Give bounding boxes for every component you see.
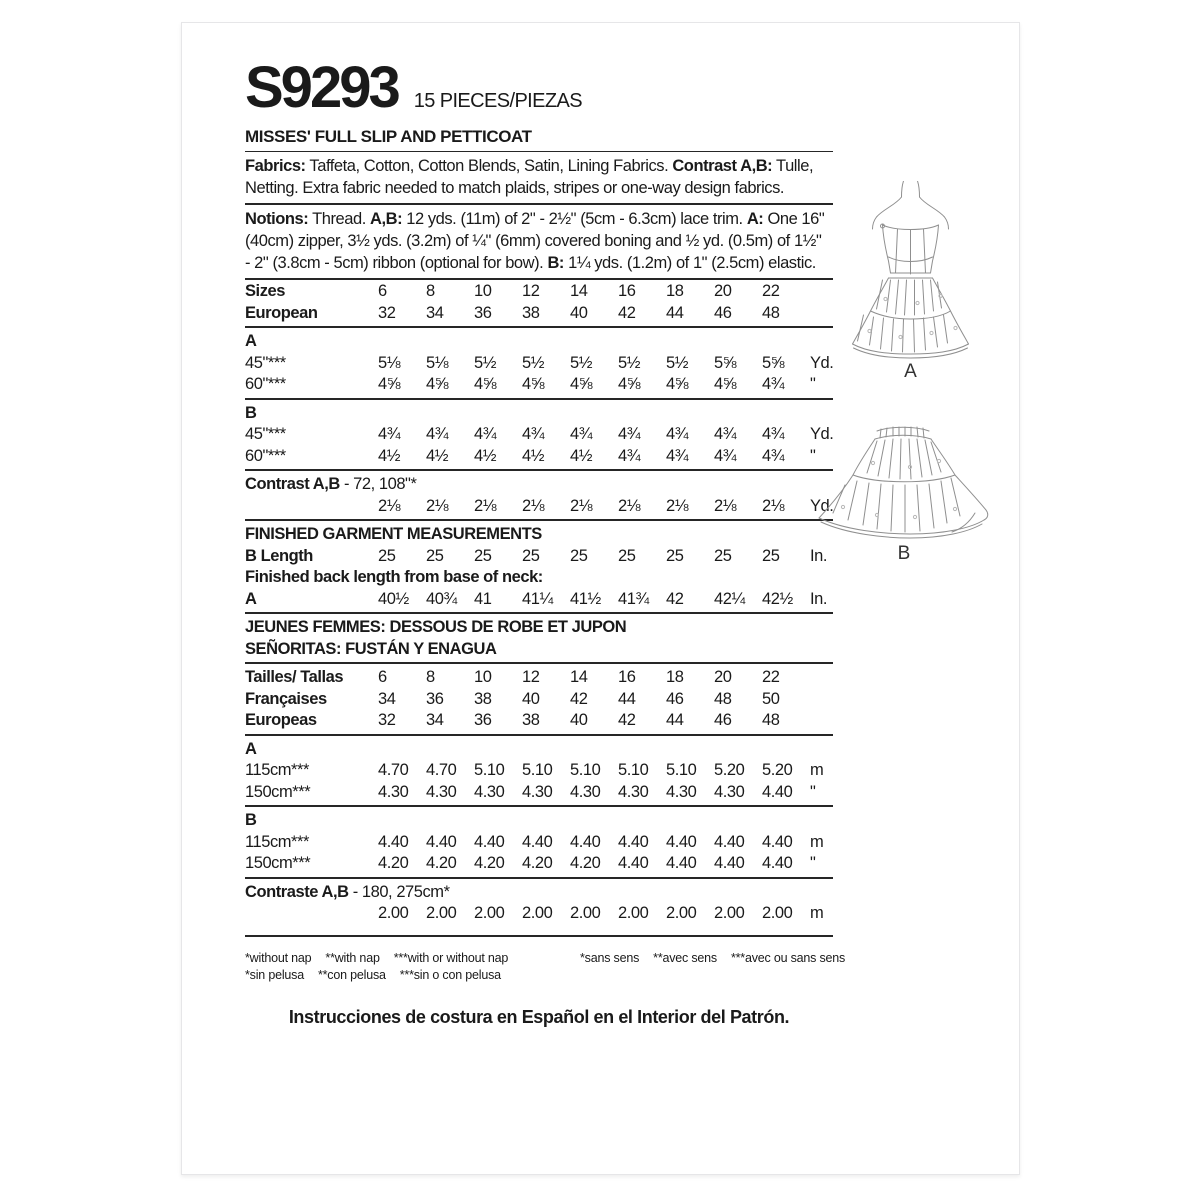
table-cell: 36 [474, 303, 492, 322]
footnote-item: ***avec ou sans sens [730, 950, 846, 965]
table-cell: 42 [570, 689, 588, 708]
table-row [245, 832, 833, 854]
table-cell: 50 [762, 689, 780, 708]
table-row [245, 760, 833, 782]
table-cell: 25 [570, 546, 588, 565]
row-unit: Yd. [810, 425, 834, 443]
table-heading: Finished back length from base of neck: [245, 568, 543, 586]
table-cell: 44 [666, 303, 684, 322]
table-section-label [245, 474, 833, 496]
table-cell: 25 [714, 546, 732, 565]
table-cell: 42 [618, 303, 636, 322]
table-cell: 5½ [618, 353, 641, 372]
table-cell: 20 [714, 282, 732, 300]
table-cell: 4.40 [666, 854, 697, 872]
table-row [245, 353, 833, 375]
table-cell: 36 [426, 689, 444, 708]
table-rule [245, 398, 833, 400]
table-cell: 41 [474, 589, 492, 608]
table-section-label [245, 882, 833, 904]
table-cell: 4½ [522, 446, 545, 465]
table-cell: 4.40 [714, 854, 745, 872]
footnotes [245, 950, 846, 985]
table-cell: 4¾ [618, 425, 641, 443]
table-cell: 5.20 [762, 761, 793, 779]
table-cell: 8 [426, 282, 435, 300]
text-segment: Thread. [308, 210, 370, 228]
table-cell: 42¼ [714, 589, 745, 608]
table-cell: 5.10 [474, 761, 505, 779]
table-cell: 38 [474, 689, 492, 708]
table-cell: 4¾ [714, 425, 737, 443]
table-cell: 2.00 [426, 904, 457, 922]
footnote-line-french [580, 951, 859, 965]
table-cell: 2.00 [522, 904, 553, 922]
pattern-envelope-back [181, 22, 1020, 1175]
table-cell: 10 [474, 668, 492, 686]
spanish-instructions-note: Instrucciones de costura en Español en el Interior del Patrón. [288, 1006, 790, 1027]
table-cell: 36 [474, 711, 492, 729]
table-cell: 4¾ [762, 375, 785, 393]
table-cell: 16 [618, 668, 636, 686]
view-a-figure [838, 181, 983, 383]
row-label: 45"*** [245, 353, 286, 372]
text-segment: Fabrics: [245, 157, 306, 175]
table-cell: 2.00 [378, 904, 409, 922]
view-b-illustration [814, 423, 994, 541]
row-unit: " [810, 446, 816, 465]
table-cell: 2.00 [762, 904, 793, 922]
table-heading: FINISHED GARMENT MEASUREMENTS [245, 525, 542, 543]
footnote-item: ***with or without nap [393, 950, 509, 965]
table-row [245, 589, 833, 611]
table-cell: 4¾ [714, 446, 737, 465]
table-cell: 2⅛ [522, 496, 545, 515]
table-rule [245, 612, 833, 614]
table-cell: 4.40 [762, 782, 793, 801]
table-rule [245, 519, 833, 521]
section-label-bold: Contraste A,B [245, 882, 349, 901]
text-segment: (40cm) zipper, 3½ yds. (3.2m) of ¼" (6mm) covered boning and ½ yd. (0.5m) of 1½" [245, 232, 822, 250]
table-cell: 4.40 [426, 832, 457, 851]
table-cell: 2⅛ [762, 496, 785, 515]
table-cell: 5⅝ [714, 353, 737, 372]
footnote-item: **avec sens [653, 950, 717, 965]
table-cell: 12 [522, 282, 540, 300]
text-segment: One 16" [763, 210, 825, 228]
table-cell: 4.30 [618, 782, 649, 801]
row-label: 115cm*** [245, 761, 309, 779]
table-cell: 5⅛ [426, 353, 449, 372]
garment-title: MISSES' FULL SLIP AND PETTICOAT [245, 127, 833, 152]
footnote-item: *sin pelusa [245, 967, 304, 982]
row-unit: m [810, 832, 824, 851]
table-cell: 42 [666, 589, 684, 608]
table-cell: 2⅛ [378, 496, 401, 515]
table-cell: 46 [714, 711, 732, 729]
table-cell: 40 [570, 303, 588, 322]
table-rule [245, 662, 833, 664]
table-cell: 4⅝ [378, 375, 401, 393]
footnote-item: **con pelusa [317, 967, 386, 982]
table-cell: 4.40 [474, 832, 505, 851]
row-unit: m [810, 761, 824, 779]
row-unit: Yd. [810, 353, 834, 372]
footnotes-fr [580, 951, 859, 985]
paragraph-line [245, 177, 833, 199]
row-label: Europeas [245, 711, 317, 729]
table-cell: 4¾ [426, 425, 449, 443]
table-cell: 25 [474, 546, 492, 565]
paragraph-line [245, 252, 833, 274]
table-heading: JEUNES FEMMES: DESSOUS DE ROBE ET JUPON [245, 618, 627, 636]
table-cell: 25 [618, 546, 636, 565]
table-cell: 18 [666, 282, 684, 300]
text-segment: Netting. Extra fabric needed to match plaids, stripes or one-way design fabrics. [245, 179, 785, 197]
table-cell: 5½ [666, 353, 689, 372]
table-cell: 4⅝ [714, 375, 737, 393]
table-cell: 25 [762, 546, 780, 565]
table-cell: 4.30 [474, 782, 505, 801]
table-cell: 25 [378, 546, 396, 565]
table-heading: B [245, 403, 257, 422]
text-segment: A: [746, 210, 764, 228]
pattern-number: S9293 [245, 55, 398, 120]
table-cell: 2⅛ [618, 496, 641, 515]
text-segment: 12 yds. (11m) of 2" - 2½" (5cm - 6.3cm) lace trim. [402, 210, 747, 228]
table-cell: 4¾ [378, 425, 401, 443]
table-cell: 22 [762, 668, 780, 686]
yardage-table [245, 281, 833, 937]
footnotes-en-es [245, 951, 580, 985]
section-label-bold: Contrast A,B [245, 475, 340, 493]
table-cell: 40¾ [426, 589, 457, 608]
table-cell: 4⅝ [570, 375, 593, 393]
view-b-label: B [897, 543, 911, 564]
table-cell: 2⅛ [570, 496, 593, 515]
table-cell: 4.20 [522, 854, 553, 872]
row-label: A [245, 589, 257, 608]
table-cell: 5.20 [714, 761, 745, 779]
table-cell: 18 [666, 668, 684, 686]
footnote-line-spanish [245, 968, 580, 982]
pieces-count-label: 15 PIECES/PIEZAS [413, 90, 582, 112]
table-cell: 2.00 [666, 904, 697, 922]
table-cell: 44 [666, 711, 684, 729]
table-heading: A [245, 332, 257, 350]
section-label-rest: - 72, 108"* [339, 475, 417, 493]
footnote-item: *sans sens [580, 950, 640, 965]
row-label: 115cm*** [245, 832, 309, 851]
table-cell: 4.30 [522, 782, 553, 801]
table-cell: 2.00 [714, 904, 745, 922]
text-segment: 1¼ yds. (1.2m) of 1" (2.5cm) elastic. [563, 254, 816, 272]
paragraph-line [245, 230, 833, 252]
table-cell: 48 [762, 303, 780, 322]
table-cell: 40 [570, 711, 588, 729]
table-cell: 41¾ [618, 589, 649, 608]
table-row [245, 374, 833, 396]
table-cell: 4.30 [378, 782, 409, 801]
row-label: 150cm*** [245, 782, 311, 801]
table-rule [245, 734, 833, 736]
table-cell: 2⅛ [714, 496, 737, 515]
row-unit: m [810, 904, 824, 922]
table-cell: 25 [666, 546, 684, 565]
table-cell: 10 [474, 282, 492, 300]
footnote-item: ***sin o con pelusa [399, 967, 501, 982]
table-cell: 5.10 [570, 761, 601, 779]
table-cell: 12 [522, 668, 540, 686]
table-cell: 8 [426, 668, 435, 686]
table-cell: 2.00 [570, 904, 601, 922]
row-label: Sizes [245, 282, 285, 300]
text-segment: B: [547, 254, 564, 272]
row-label: Françaises [245, 689, 327, 708]
table-cell: 34 [378, 689, 396, 708]
table-cell: 14 [570, 282, 588, 300]
table-cell: 5½ [522, 353, 545, 372]
row-label: 60"*** [245, 446, 286, 465]
table-cell: 44 [618, 689, 636, 708]
table-cell: 38 [522, 711, 540, 729]
table-cell: 5.10 [522, 761, 553, 779]
table-cell: 46 [714, 303, 732, 322]
table-rule [245, 935, 833, 937]
table-cell: 2.00 [618, 904, 649, 922]
footnote-item: **with nap [325, 950, 380, 965]
table-cell: 2⅛ [666, 496, 689, 515]
table-cell: 6 [378, 668, 387, 686]
table-cell: 4¾ [522, 425, 545, 443]
table-heading: A [245, 739, 257, 758]
table-cell: 4¾ [666, 425, 689, 443]
table-rule [245, 469, 833, 471]
table-cell: 46 [666, 689, 684, 708]
table-cell: 4.40 [762, 832, 793, 851]
paragraph-line [245, 208, 833, 230]
table-cell: 4¾ [762, 425, 785, 443]
table-cell: 4.30 [666, 782, 697, 801]
table-heading: B [245, 811, 257, 829]
row-label: European [245, 303, 318, 322]
table-row [245, 546, 833, 568]
table-row [245, 303, 833, 325]
table-cell: 2.00 [474, 904, 505, 922]
table-cell: 40 [522, 689, 540, 708]
view-b-figure [814, 423, 994, 565]
paragraph-line [245, 155, 833, 177]
table-rule [245, 877, 833, 879]
table-cell: 32 [378, 711, 396, 729]
table-cell: 4⅝ [426, 375, 449, 393]
row-unit: Yd. [810, 496, 834, 515]
table-cell: 2⅛ [474, 496, 497, 515]
table-cell: 4.70 [426, 761, 457, 779]
table-cell: 5.10 [618, 761, 649, 779]
header [245, 55, 833, 120]
table-cell: 4.20 [378, 854, 409, 872]
table-cell: 5⅛ [378, 353, 401, 372]
row-unit: " [810, 375, 816, 393]
row-unit: " [810, 782, 816, 801]
table-cell: 34 [426, 711, 444, 729]
table-cell: 4⅝ [474, 375, 497, 393]
table-cell: 5⅝ [762, 353, 785, 372]
text-segment: A,B: [370, 210, 403, 228]
table-row [245, 903, 833, 925]
row-label: Tailles/ Tallas [245, 668, 344, 686]
table-cell: 4¾ [618, 446, 641, 465]
row-unit: " [810, 854, 816, 872]
table-cell: 5.10 [666, 761, 697, 779]
table-cell: 4¾ [474, 425, 497, 443]
notions-paragraph [245, 205, 833, 280]
row-label: 150cm*** [245, 854, 311, 872]
table-cell: 4.20 [474, 854, 505, 872]
table-cell: 5½ [474, 353, 497, 372]
table-cell: 4.30 [570, 782, 601, 801]
fabrics-paragraph [245, 152, 833, 205]
table-cell: 4.70 [378, 761, 409, 779]
view-a-label: A [904, 361, 917, 382]
table-cell: 4.20 [426, 854, 457, 872]
table-row [245, 496, 833, 518]
row-label: 60"*** [245, 375, 286, 393]
table-cell: 38 [522, 303, 540, 322]
view-a-illustration [843, 181, 978, 359]
table-cell: 4½ [378, 446, 401, 465]
table-cell: 25 [522, 546, 540, 565]
table-cell: 48 [714, 689, 732, 708]
table-cell: 4.40 [570, 832, 601, 851]
text-segment: - 2" (3.8cm - 5cm) ribbon (optional for bow). [245, 254, 548, 272]
table-cell: 4⅝ [666, 375, 689, 393]
table-cell: 4.40 [762, 854, 793, 872]
table-cell: 4.40 [522, 832, 553, 851]
table-cell: 32 [378, 303, 396, 322]
table-cell: 41¼ [522, 589, 553, 608]
table-cell: 42 [618, 711, 636, 729]
row-unit: In. [810, 546, 827, 565]
table-rule [245, 326, 833, 328]
table-row [245, 446, 833, 468]
table-cell: 4¾ [666, 446, 689, 465]
table-cell: 4¾ [762, 446, 785, 465]
row-label: B Length [245, 546, 313, 565]
table-row [245, 782, 833, 804]
row-label: 45"*** [245, 425, 286, 443]
table-cell: 34 [426, 303, 444, 322]
section-label-rest: - 180, 275cm* [348, 882, 450, 901]
table-cell: 4⅝ [618, 375, 641, 393]
table-row [245, 424, 833, 446]
table-cell: 5½ [570, 353, 593, 372]
envelope-content [245, 55, 846, 1028]
table-row [245, 667, 833, 689]
table-cell: 4.40 [378, 832, 409, 851]
table-cell: 20 [714, 668, 732, 686]
table-row [245, 710, 833, 732]
row-unit: In. [810, 589, 827, 608]
table-cell: 41½ [570, 589, 601, 608]
table-cell: 42½ [762, 589, 793, 608]
table-cell: 4½ [426, 446, 449, 465]
text-segment: Contrast A,B: [672, 157, 773, 175]
table-cell: 22 [762, 282, 780, 300]
table-cell: 4.40 [618, 854, 649, 872]
table-row [245, 853, 833, 875]
table-cell: 4.30 [714, 782, 745, 801]
table-heading: SEÑORITAS: FUSTÁN Y ENAGUA [245, 639, 497, 658]
text-segment: Notions: [245, 210, 309, 228]
table-cell: 4½ [474, 446, 497, 465]
table-cell: 4.40 [714, 832, 745, 851]
table-row [245, 281, 833, 303]
text-segment: Taffeta, Cotton, Cotton Blends, Satin, Lining Fabrics. [305, 157, 673, 175]
table-cell: 4.30 [426, 782, 457, 801]
table-cell: 2⅛ [426, 496, 449, 515]
footnote-item: *without nap [245, 950, 312, 965]
table-cell: 14 [570, 668, 588, 686]
table-cell: 4½ [570, 446, 593, 465]
footnote-line-english [245, 951, 580, 965]
table-cell: 4.40 [618, 832, 649, 851]
text-segment: Tulle, [772, 157, 814, 175]
table-rule [245, 805, 833, 807]
table-row [245, 689, 833, 711]
table-cell: 4⅝ [522, 375, 545, 393]
table-cell: 4¾ [570, 425, 593, 443]
table-cell: 6 [378, 282, 387, 300]
table-cell: 40½ [378, 589, 409, 608]
table-cell: 16 [618, 282, 636, 300]
table-cell: 4.20 [570, 854, 601, 872]
table-cell: 25 [426, 546, 444, 565]
table-cell: 4.40 [666, 832, 697, 851]
table-cell: 48 [762, 711, 780, 729]
